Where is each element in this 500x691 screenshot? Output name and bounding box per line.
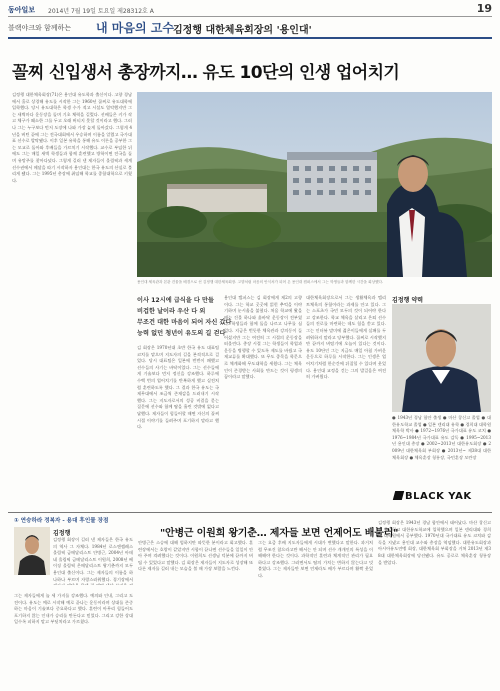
bottom-column-2: 안병근은 스승에 대해 엄하지만 따뜻한 분이라고 회고했다. 훈련장에서는 호랑이 같았지만 시합이 끝나면 선수들을 일일이 안아 주며 격려했다는 것이다. 이원희도 선생님 덕분에 끝까지 버틸 수 있었다고 말했다. 김 회장은 제자들이 지도자로 성장해 또 다른 제자를 길러 내는 모습을 볼 때 가장 보람을 느낀다. <box>138 540 253 572</box>
date-line: 2014년 7월 19일 토요일 제28312호 A <box>48 8 154 15</box>
article-column-1: 김정행 대한체육회장(71)은 용인대 유도학과 출신이다. 고향 경남에서 홀로 상경해 유도를 시작한 그는 1960년 꼴찌로 유도대학에 입학했다. 당시 유도대학은 학생 수가 적고 시설도 열악했지만 그는 새벽마다 운동장을 돌며 기초 체력을 길렀다. 선배들은 키가 작고 체구가 왜소한 그를 두고 오래 버티지 못할 것이라고 했다. 그러나 그는 누구보다 먼저 도장에 나와 가장 늦게 돌아갔다. 그렇게 4년을 버틴 끝에 그는 전국대회에서 우승하며 이름을 알렸고 국가대표 선수로 발탁됐다. 이후 일본 유학을 통해 유도 이론을 공부한 그는 모교로 돌아와 후배들을 가르치기 시작했다. 교수로 부임한 뒤에도 그는 매일 새벽 학생들과 함께 훈련했고 방학이면 전국을 돌며 유망주를 찾아다녔다. 그렇게 길러 낸 제자들이 올림픽과 세계선수권에서 메달을 따기 시작하자 용인대는 한국 유도의 산실로 불리게 됐다. 그는 1995년 총장에 취임해 학교를 종합대학으로 키웠다. <box>12 92 132 183</box>
section-divider <box>8 512 492 513</box>
article-column-2: 김 회장은 1970년대 초반 한국 유도 대표팀 코치를 맡으며 지도자의 길을 본격적으로 걸었다. 당시 대표팀은 일본에 번번이 패했고 선수들의 사기는 바닥이었다. 그는 선수들에게 기술보다 먼저 정신을 강조했다. 하루에 수백 번의 업어치기를 반복하게 했고 실전처럼 훈련하도록 했다. 그 결과 한국 유도는 국제무대에서 조금씩 존재감을 드러내기 시작했다. 그는 지도자로서의 성공 비결을 묻는 질문에 선수와 함께 땀을 흘린 것밖에 없다고 답했다. 제자들이 힘들어할 때면 자신의 꼴찌 시절 이야기를 들려주며 포기하지 말라고 했다. <box>137 345 219 430</box>
series-brand: 내 마음의 고수 <box>96 21 174 35</box>
portrait-illustration <box>392 304 491 412</box>
logo-mark-icon <box>393 491 404 500</box>
bottom-subject-name: 김정행 <box>53 530 71 537</box>
profile-text: ● 1943년 경남 함안 출생 ● 마산 창신고 졸업 ● 대한유도학교 졸업 ● 일본 덴리대 유학 ● 경희대 대학원 체육학 박사 ● 1972~1976년 국가대표 유도 코치 ● 1976~1984년 국가대표 유도 감독 ● 1995~2013년 용인대 총장 ● 2002~2013년 대한유도회장 ● 2009년 대한체육회 부회장 ● 2013년~ 제38대 대한체육회장 ● 체육훈장 청룡장, 국민훈장 모란장 <box>392 415 491 460</box>
pull-quote: 비겁한 날이라 우산 다 외 <box>137 308 206 315</box>
serial-label: ① 연승하라 정복자 - 용대 후인물 장점 <box>14 518 109 524</box>
bottom-column-3: 그는 요즘 후배 지도자들에게 시대가 변했다고 말한다. 과거처럼 무조건 참으라고만 해서는 안 되며 선수 개개인의 특성을 이해해야 한다는 것이다. 과학적인 훈련과 체계적인 관리가 필요하다고 강조했다. 그러면서도 땀의 가치는 변하지 않는다고 덧붙였다. 그는 제자들만 보면 언제라도 배가 부르다며 활짝 웃었다. <box>258 540 373 578</box>
page-number: 19 <box>476 2 492 15</box>
article-column-4: 대한체육회장으로서 그는 생활체육과 엘리트체육의 통합이라는 과제를 안고 있다. 그는 스포츠가 국민 모두의 것이 되어야 한다고 강조한다. 학교 체육을 살리고 은퇴 선수들의 진로를 마련하는 데도 힘을 쏟고 있다. 그는 인터뷰 말미에 젊은이들에게 실패를 두려워하지 말라고 당부했다. 꼴찌로 시작했지만 끝까지 버텼기에 오늘이 있다는 것이다. 유도 10단인 그는 지금도 매일 아침 가벼운 운동으로 하루를 시작한다. 그는 인생은 업어치기처럼 한순간에 뒤집힐 수 있다며 웃었다. 용인대 교정을 걷는 그의 발걸음은 여전히 가벼웠다. <box>306 295 386 380</box>
profile-photo <box>392 304 491 412</box>
profile-title: 김정행 약력 <box>392 297 424 304</box>
main-photo <box>137 92 492 277</box>
article-column-3: 용인대 캠퍼스는 김 회장에게 제2의 고향이다. 그는 학교 곳곳에 얽힌 추억을 이야기하며 눈시울을 붉혔다. 처음 학교에 왔을 때는 건물 하나와 흙바닥 운동장이 전부였다. 학생들과 함께 돌을 나르고 나무를 심었다. 지금은 번듯한 체육관과 강의동이 들어섰지만 그는 여전히 그 시절의 운동장을 떠올린다. 총장 시절 그는 학생들이 학업과 운동을 병행할 수 있도록 제도를 바꿨고 국제교류를 확대했다. 또 무도 종목을 학문으로 체계화해 무도대학을 세웠다. 그는 체육인이 존경받는 사회를 만드는 것이 평생의 꿈이라고 말했다. <box>224 295 302 380</box>
bottom-column-4: 김정행 회장은 1943년 경남 함안에서 태어났다. 마산 창신고를 졸업하고 대한유도학교에 입학했으며 일본 덴리대와 경희대 대학원에서 공부했다. 1970년대 국가대표 유도 코치와 감독을 지냈고 용인대 교수와 총장을 역임했다. 대한유도회장과 아시아유도연맹 회장, 대한체육회 부회장을 거쳐 2013년 제38대 대한체육회장에 당선됐다. 유도 공로로 체육훈장 청룡장을 받았다. <box>378 520 491 565</box>
pull-quote: 무조건 대한 마음이 되어 자신 갔다 <box>137 319 232 326</box>
paper-name: 동아일보 <box>8 6 36 14</box>
series-header <box>8 19 492 39</box>
bottom-intro: 김정행 회장이 길러 낸 제자들은 한국 유도의 역사 그 자체다. 1984년 로스앤젤레스 올림픽 금메달리스트 안병근, 2004년 아테네 올림픽 금메달리스트 이원희, 2008년 베이징 올림픽 은메달리스트 왕기춘까지 모두 용인대 출신이다. 그는 제자들의 이름을 하나하나 부르며 자랑스러워했다. 경기장에서 <box>53 537 133 582</box>
masthead <box>8 4 492 17</box>
campus-photo-illustration <box>137 92 492 277</box>
bottom-column-1: 그는 제자들에게 늘 세 가지를 강조했다. 예의와 인내, 그리고 도전이다. 유도는 예로 시작해 예로 끝나는 운동이라며 상대를 존중하는 마음이 기술보다 중요하다고 했다. 훈련이 아무리 힘들어도 포기하지 않는 인내가 승리를 만든다고 믿었다. 그리고 강한 상대일수록 피하지 말고 부딪치라고 가르쳤다. <box>14 593 133 625</box>
bottom-portrait <box>14 527 50 575</box>
pull-quote: 능력 없던 청년이 유도의 길 걷다 <box>137 330 226 337</box>
photo-caption: 용인대 체육관과 본관 건물을 배경으로 선 김정행 대한체육회장. 고향처럼 마음의 안식처가 되어 온 용인대 캠퍼스에서 그는 학생들과 함께한 시간을 회상했다. <box>137 280 384 284</box>
bottom-headline: "안병근 이원희 왕기춘… 제자들 보면 언제어도 배불러" <box>160 528 399 539</box>
pull-quote: 이사 12시에 급식을 다 만들 <box>137 297 214 304</box>
main-headline: 꼴찌 신입생서 총장까지… 유도 10단의 인생 업어치기 <box>12 63 400 83</box>
small-portrait-illustration <box>14 527 50 575</box>
blackyak-logo: BLACK YAK <box>394 491 472 502</box>
series-prefix: 블랙야크와 함께하는 <box>8 24 72 32</box>
series-title: 김정행 대한체육회장의 '용인대' <box>173 25 312 36</box>
